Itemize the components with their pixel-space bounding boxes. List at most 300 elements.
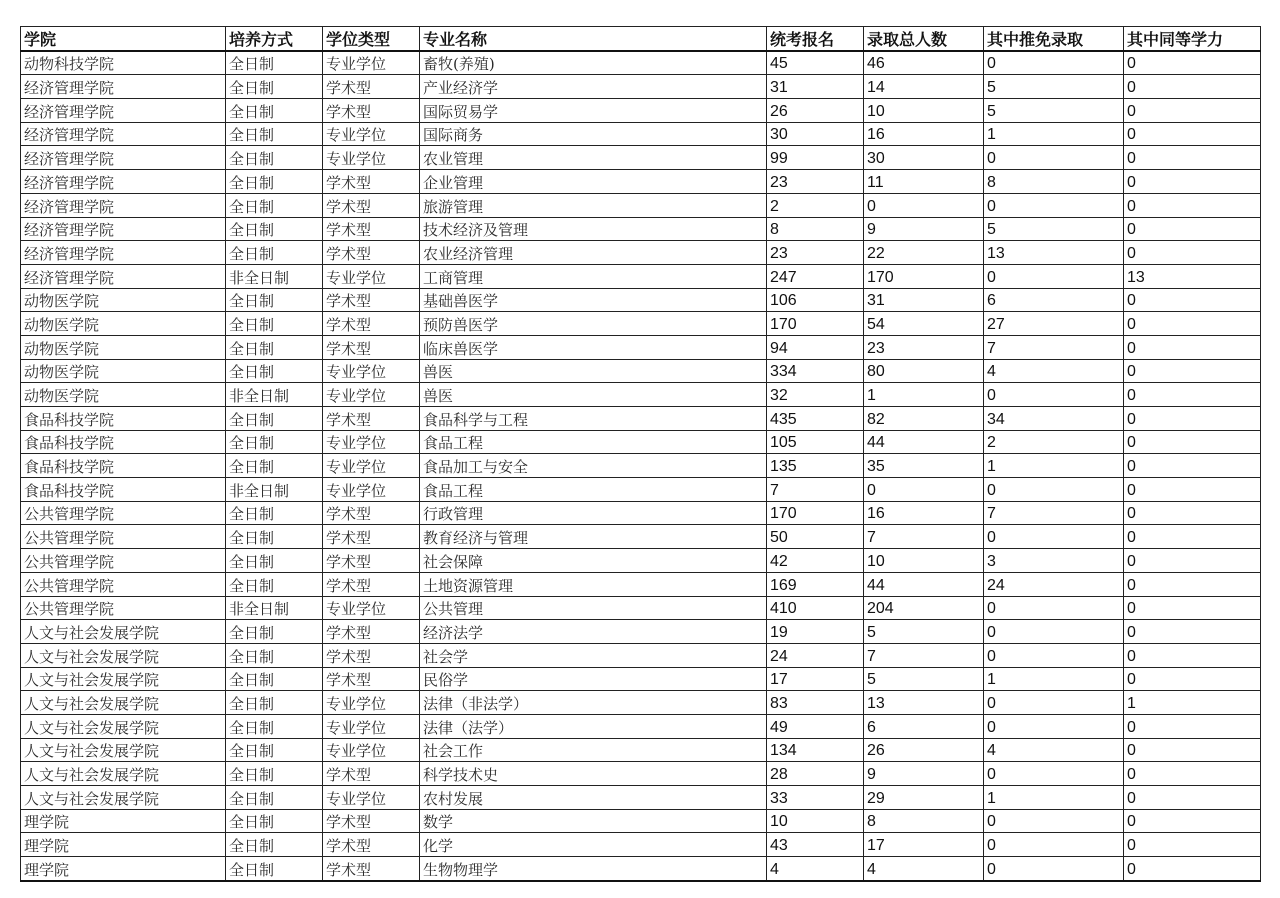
table-row	[21, 525, 1261, 549]
major-name-cell: 国际贸易学	[420, 99, 767, 123]
exam-applicants-cell: 24	[767, 643, 864, 667]
degree-type-cell: 学术型	[323, 643, 420, 667]
table-row	[21, 786, 1261, 810]
admissions-table	[20, 26, 1261, 882]
table-row	[21, 241, 1261, 265]
recommended-admitted-cell: 0	[984, 596, 1124, 620]
total-admitted-cell: 17	[864, 833, 984, 857]
total-admitted-cell: 4	[864, 857, 984, 881]
major-name-cell: 兽医	[420, 359, 767, 383]
study-mode-cell: 全日制	[226, 714, 323, 738]
recommended-admitted-cell: 4	[984, 359, 1124, 383]
total-admitted-cell: 6	[864, 714, 984, 738]
recommended-admitted-cell: 0	[984, 643, 1124, 667]
header-degree-type: 学位类型	[323, 27, 420, 51]
college-cell: 经济管理学院	[21, 241, 226, 265]
total-admitted-cell: 29	[864, 786, 984, 810]
equivalent-education-cell: 0	[1124, 786, 1261, 810]
exam-applicants-cell: 435	[767, 407, 864, 431]
major-name-cell: 教育经济与管理	[420, 525, 767, 549]
exam-applicants-cell: 83	[767, 691, 864, 715]
total-admitted-cell: 44	[864, 430, 984, 454]
exam-applicants-cell: 105	[767, 430, 864, 454]
degree-type-cell: 学术型	[323, 549, 420, 573]
total-admitted-cell: 54	[864, 312, 984, 336]
exam-applicants-cell: 45	[767, 51, 864, 75]
total-admitted-cell: 9	[864, 217, 984, 241]
college-cell: 理学院	[21, 833, 226, 857]
college-cell: 公共管理学院	[21, 501, 226, 525]
exam-applicants-cell: 8	[767, 217, 864, 241]
header-total-admitted: 录取总人数	[864, 27, 984, 51]
major-name-cell: 食品科学与工程	[420, 407, 767, 431]
total-admitted-cell: 5	[864, 667, 984, 691]
college-cell: 经济管理学院	[21, 99, 226, 123]
major-name-cell: 数学	[420, 809, 767, 833]
college-cell: 动物医学院	[21, 335, 226, 359]
table-row	[21, 762, 1261, 786]
study-mode-cell: 全日制	[226, 809, 323, 833]
recommended-admitted-cell: 6	[984, 288, 1124, 312]
equivalent-education-cell: 0	[1124, 478, 1261, 502]
exam-applicants-cell: 135	[767, 454, 864, 478]
major-name-cell: 社会工作	[420, 738, 767, 762]
degree-type-cell: 专业学位	[323, 383, 420, 407]
major-name-cell: 社会保障	[420, 549, 767, 573]
recommended-admitted-cell: 7	[984, 501, 1124, 525]
college-cell: 公共管理学院	[21, 596, 226, 620]
degree-type-cell: 学术型	[323, 620, 420, 644]
total-admitted-cell: 7	[864, 643, 984, 667]
equivalent-education-cell: 0	[1124, 122, 1261, 146]
degree-type-cell: 专业学位	[323, 596, 420, 620]
total-admitted-cell: 23	[864, 335, 984, 359]
study-mode-cell: 全日制	[226, 833, 323, 857]
recommended-admitted-cell: 27	[984, 312, 1124, 336]
study-mode-cell: 非全日制	[226, 596, 323, 620]
total-admitted-cell: 14	[864, 75, 984, 99]
degree-type-cell: 学术型	[323, 762, 420, 786]
degree-type-cell: 专业学位	[323, 714, 420, 738]
recommended-admitted-cell: 3	[984, 549, 1124, 573]
degree-type-cell: 学术型	[323, 335, 420, 359]
college-cell: 人文与社会发展学院	[21, 643, 226, 667]
equivalent-education-cell: 0	[1124, 809, 1261, 833]
college-cell: 经济管理学院	[21, 75, 226, 99]
degree-type-cell: 专业学位	[323, 264, 420, 288]
study-mode-cell: 全日制	[226, 146, 323, 170]
total-admitted-cell: 35	[864, 454, 984, 478]
table-row	[21, 833, 1261, 857]
equivalent-education-cell: 0	[1124, 667, 1261, 691]
table-row	[21, 667, 1261, 691]
major-name-cell: 土地资源管理	[420, 572, 767, 596]
study-mode-cell: 全日制	[226, 857, 323, 881]
major-name-cell: 食品工程	[420, 478, 767, 502]
study-mode-cell: 全日制	[226, 762, 323, 786]
study-mode-cell: 全日制	[226, 241, 323, 265]
total-admitted-cell: 10	[864, 549, 984, 573]
recommended-admitted-cell: 4	[984, 738, 1124, 762]
study-mode-cell: 全日制	[226, 75, 323, 99]
college-cell: 经济管理学院	[21, 170, 226, 194]
college-cell: 经济管理学院	[21, 193, 226, 217]
study-mode-cell: 非全日制	[226, 383, 323, 407]
major-name-cell: 食品工程	[420, 430, 767, 454]
table-row	[21, 549, 1261, 573]
total-admitted-cell: 13	[864, 691, 984, 715]
exam-applicants-cell: 410	[767, 596, 864, 620]
table-row	[21, 217, 1261, 241]
equivalent-education-cell: 0	[1124, 217, 1261, 241]
major-name-cell: 畜牧(养殖)	[420, 51, 767, 75]
table-row	[21, 170, 1261, 194]
degree-type-cell: 学术型	[323, 572, 420, 596]
study-mode-cell: 全日制	[226, 454, 323, 478]
college-cell: 公共管理学院	[21, 525, 226, 549]
college-cell: 理学院	[21, 857, 226, 881]
total-admitted-cell: 82	[864, 407, 984, 431]
exam-applicants-cell: 17	[767, 667, 864, 691]
exam-applicants-cell: 43	[767, 833, 864, 857]
table-row	[21, 572, 1261, 596]
recommended-admitted-cell: 2	[984, 430, 1124, 454]
major-name-cell: 基础兽医学	[420, 288, 767, 312]
major-name-cell: 社会学	[420, 643, 767, 667]
table-row	[21, 738, 1261, 762]
header-study-mode: 培养方式	[226, 27, 323, 51]
study-mode-cell: 全日制	[226, 359, 323, 383]
recommended-admitted-cell: 13	[984, 241, 1124, 265]
equivalent-education-cell: 0	[1124, 501, 1261, 525]
degree-type-cell: 专业学位	[323, 738, 420, 762]
table-row	[21, 122, 1261, 146]
table-row	[21, 454, 1261, 478]
equivalent-education-cell: 0	[1124, 407, 1261, 431]
exam-applicants-cell: 4	[767, 857, 864, 881]
equivalent-education-cell: 0	[1124, 454, 1261, 478]
recommended-admitted-cell: 5	[984, 75, 1124, 99]
recommended-admitted-cell: 0	[984, 478, 1124, 502]
equivalent-education-cell: 0	[1124, 359, 1261, 383]
degree-type-cell: 专业学位	[323, 51, 420, 75]
table-row	[21, 809, 1261, 833]
degree-type-cell: 专业学位	[323, 478, 420, 502]
table-row	[21, 75, 1261, 99]
degree-type-cell: 学术型	[323, 99, 420, 123]
degree-type-cell: 专业学位	[323, 430, 420, 454]
study-mode-cell: 全日制	[226, 430, 323, 454]
college-cell: 人文与社会发展学院	[21, 620, 226, 644]
degree-type-cell: 学术型	[323, 525, 420, 549]
total-admitted-cell: 80	[864, 359, 984, 383]
recommended-admitted-cell: 5	[984, 99, 1124, 123]
major-name-cell: 兽医	[420, 383, 767, 407]
college-cell: 动物医学院	[21, 383, 226, 407]
degree-type-cell: 学术型	[323, 312, 420, 336]
exam-applicants-cell: 10	[767, 809, 864, 833]
header-college: 学院	[21, 27, 226, 51]
major-name-cell: 临床兽医学	[420, 335, 767, 359]
degree-type-cell: 学术型	[323, 217, 420, 241]
table-row	[21, 691, 1261, 715]
exam-applicants-cell: 19	[767, 620, 864, 644]
equivalent-education-cell: 0	[1124, 288, 1261, 312]
college-cell: 食品科技学院	[21, 478, 226, 502]
recommended-admitted-cell: 1	[984, 454, 1124, 478]
major-name-cell: 预防兽医学	[420, 312, 767, 336]
study-mode-cell: 全日制	[226, 738, 323, 762]
recommended-admitted-cell: 1	[984, 786, 1124, 810]
study-mode-cell: 全日制	[226, 122, 323, 146]
major-name-cell: 食品加工与安全	[420, 454, 767, 478]
table-row	[21, 501, 1261, 525]
total-admitted-cell: 16	[864, 501, 984, 525]
recommended-admitted-cell: 5	[984, 217, 1124, 241]
equivalent-education-cell: 0	[1124, 51, 1261, 75]
exam-applicants-cell: 170	[767, 501, 864, 525]
total-admitted-cell: 11	[864, 170, 984, 194]
table-row	[21, 193, 1261, 217]
equivalent-education-cell: 0	[1124, 738, 1261, 762]
exam-applicants-cell: 31	[767, 75, 864, 99]
study-mode-cell: 全日制	[226, 51, 323, 75]
college-cell: 公共管理学院	[21, 572, 226, 596]
exam-applicants-cell: 30	[767, 122, 864, 146]
major-name-cell: 科学技术史	[420, 762, 767, 786]
study-mode-cell: 非全日制	[226, 264, 323, 288]
total-admitted-cell: 10	[864, 99, 984, 123]
major-name-cell: 技术经济及管理	[420, 217, 767, 241]
header-major-name: 专业名称	[420, 27, 767, 51]
total-admitted-cell: 5	[864, 620, 984, 644]
major-name-cell: 国际商务	[420, 122, 767, 146]
recommended-admitted-cell: 0	[984, 383, 1124, 407]
exam-applicants-cell: 334	[767, 359, 864, 383]
major-name-cell: 化学	[420, 833, 767, 857]
college-cell: 人文与社会发展学院	[21, 738, 226, 762]
college-cell: 人文与社会发展学院	[21, 667, 226, 691]
header-row	[21, 27, 1261, 51]
recommended-admitted-cell: 1	[984, 122, 1124, 146]
total-admitted-cell: 16	[864, 122, 984, 146]
major-name-cell: 生物物理学	[420, 857, 767, 881]
college-cell: 经济管理学院	[21, 217, 226, 241]
equivalent-education-cell: 0	[1124, 525, 1261, 549]
table-body	[21, 51, 1261, 881]
exam-applicants-cell: 42	[767, 549, 864, 573]
equivalent-education-cell: 0	[1124, 572, 1261, 596]
total-admitted-cell: 0	[864, 193, 984, 217]
exam-applicants-cell: 134	[767, 738, 864, 762]
exam-applicants-cell: 170	[767, 312, 864, 336]
recommended-admitted-cell: 24	[984, 572, 1124, 596]
equivalent-education-cell: 0	[1124, 549, 1261, 573]
exam-applicants-cell: 33	[767, 786, 864, 810]
degree-type-cell: 学术型	[323, 407, 420, 431]
table-row	[21, 99, 1261, 123]
degree-type-cell: 学术型	[323, 193, 420, 217]
exam-applicants-cell: 50	[767, 525, 864, 549]
exam-applicants-cell: 94	[767, 335, 864, 359]
header-equivalent-education: 其中同等学力	[1124, 27, 1261, 51]
study-mode-cell: 全日制	[226, 99, 323, 123]
degree-type-cell: 学术型	[323, 833, 420, 857]
equivalent-education-cell: 0	[1124, 312, 1261, 336]
recommended-admitted-cell: 0	[984, 714, 1124, 738]
recommended-admitted-cell: 0	[984, 691, 1124, 715]
total-admitted-cell: 1	[864, 383, 984, 407]
recommended-admitted-cell: 8	[984, 170, 1124, 194]
college-cell: 公共管理学院	[21, 549, 226, 573]
recommended-admitted-cell: 0	[984, 146, 1124, 170]
study-mode-cell: 全日制	[226, 288, 323, 312]
exam-applicants-cell: 32	[767, 383, 864, 407]
exam-applicants-cell: 106	[767, 288, 864, 312]
degree-type-cell: 学术型	[323, 75, 420, 99]
equivalent-education-cell: 0	[1124, 170, 1261, 194]
major-name-cell: 工商管理	[420, 264, 767, 288]
equivalent-education-cell: 0	[1124, 857, 1261, 881]
equivalent-education-cell: 13	[1124, 264, 1261, 288]
equivalent-education-cell: 0	[1124, 714, 1261, 738]
equivalent-education-cell: 1	[1124, 691, 1261, 715]
table-row	[21, 714, 1261, 738]
study-mode-cell: 全日制	[226, 572, 323, 596]
total-admitted-cell: 46	[864, 51, 984, 75]
equivalent-education-cell: 0	[1124, 833, 1261, 857]
table-row	[21, 264, 1261, 288]
college-cell: 人文与社会发展学院	[21, 714, 226, 738]
degree-type-cell: 学术型	[323, 241, 420, 265]
equivalent-education-cell: 0	[1124, 762, 1261, 786]
total-admitted-cell: 204	[864, 596, 984, 620]
equivalent-education-cell: 0	[1124, 596, 1261, 620]
table-row	[21, 312, 1261, 336]
table-row	[21, 359, 1261, 383]
equivalent-education-cell: 0	[1124, 193, 1261, 217]
table-row	[21, 335, 1261, 359]
college-cell: 经济管理学院	[21, 264, 226, 288]
exam-applicants-cell: 7	[767, 478, 864, 502]
table-row	[21, 478, 1261, 502]
exam-applicants-cell: 2	[767, 193, 864, 217]
college-cell: 食品科技学院	[21, 454, 226, 478]
header-exam-applicants: 统考报名	[767, 27, 864, 51]
study-mode-cell: 全日制	[226, 312, 323, 336]
study-mode-cell: 全日制	[226, 407, 323, 431]
equivalent-education-cell: 0	[1124, 75, 1261, 99]
table-row	[21, 146, 1261, 170]
major-name-cell: 法律（法学）	[420, 714, 767, 738]
recommended-admitted-cell: 0	[984, 264, 1124, 288]
major-name-cell: 产业经济学	[420, 75, 767, 99]
total-admitted-cell: 44	[864, 572, 984, 596]
study-mode-cell: 全日制	[226, 170, 323, 194]
college-cell: 动物医学院	[21, 359, 226, 383]
study-mode-cell: 全日制	[226, 691, 323, 715]
degree-type-cell: 学术型	[323, 667, 420, 691]
study-mode-cell: 全日制	[226, 667, 323, 691]
degree-type-cell: 专业学位	[323, 146, 420, 170]
exam-applicants-cell: 28	[767, 762, 864, 786]
college-cell: 人文与社会发展学院	[21, 786, 226, 810]
study-mode-cell: 全日制	[226, 217, 323, 241]
table-row	[21, 383, 1261, 407]
major-name-cell: 法律（非法学）	[420, 691, 767, 715]
table-row	[21, 288, 1261, 312]
total-admitted-cell: 7	[864, 525, 984, 549]
major-name-cell: 旅游管理	[420, 193, 767, 217]
equivalent-education-cell: 0	[1124, 643, 1261, 667]
degree-type-cell: 学术型	[323, 288, 420, 312]
recommended-admitted-cell: 34	[984, 407, 1124, 431]
degree-type-cell: 专业学位	[323, 786, 420, 810]
study-mode-cell: 全日制	[226, 525, 323, 549]
total-admitted-cell: 0	[864, 478, 984, 502]
recommended-admitted-cell: 0	[984, 857, 1124, 881]
college-cell: 理学院	[21, 809, 226, 833]
table-row	[21, 430, 1261, 454]
exam-applicants-cell: 169	[767, 572, 864, 596]
recommended-admitted-cell: 0	[984, 51, 1124, 75]
equivalent-education-cell: 0	[1124, 99, 1261, 123]
total-admitted-cell: 8	[864, 809, 984, 833]
equivalent-education-cell: 0	[1124, 335, 1261, 359]
total-admitted-cell: 9	[864, 762, 984, 786]
recommended-admitted-cell: 0	[984, 525, 1124, 549]
study-mode-cell: 全日制	[226, 193, 323, 217]
major-name-cell: 经济法学	[420, 620, 767, 644]
degree-type-cell: 专业学位	[323, 691, 420, 715]
study-mode-cell: 全日制	[226, 501, 323, 525]
study-mode-cell: 全日制	[226, 786, 323, 810]
exam-applicants-cell: 247	[767, 264, 864, 288]
table-row	[21, 407, 1261, 431]
study-mode-cell: 非全日制	[226, 478, 323, 502]
equivalent-education-cell: 0	[1124, 146, 1261, 170]
total-admitted-cell: 22	[864, 241, 984, 265]
degree-type-cell: 专业学位	[323, 359, 420, 383]
study-mode-cell: 全日制	[226, 335, 323, 359]
major-name-cell: 农业管理	[420, 146, 767, 170]
exam-applicants-cell: 26	[767, 99, 864, 123]
college-cell: 人文与社会发展学院	[21, 762, 226, 786]
college-cell: 动物科技学院	[21, 51, 226, 75]
table-row	[21, 643, 1261, 667]
equivalent-education-cell: 0	[1124, 383, 1261, 407]
total-admitted-cell: 30	[864, 146, 984, 170]
recommended-admitted-cell: 0	[984, 620, 1124, 644]
recommended-admitted-cell: 7	[984, 335, 1124, 359]
degree-type-cell: 学术型	[323, 501, 420, 525]
college-cell: 人文与社会发展学院	[21, 691, 226, 715]
major-name-cell: 公共管理	[420, 596, 767, 620]
table-row	[21, 596, 1261, 620]
recommended-admitted-cell: 1	[984, 667, 1124, 691]
exam-applicants-cell: 99	[767, 146, 864, 170]
table-row	[21, 857, 1261, 881]
study-mode-cell: 全日制	[226, 549, 323, 573]
study-mode-cell: 全日制	[226, 620, 323, 644]
total-admitted-cell: 26	[864, 738, 984, 762]
table-row	[21, 620, 1261, 644]
recommended-admitted-cell: 0	[984, 762, 1124, 786]
recommended-admitted-cell: 0	[984, 833, 1124, 857]
study-mode-cell: 全日制	[226, 643, 323, 667]
college-cell: 动物医学院	[21, 288, 226, 312]
equivalent-education-cell: 0	[1124, 620, 1261, 644]
